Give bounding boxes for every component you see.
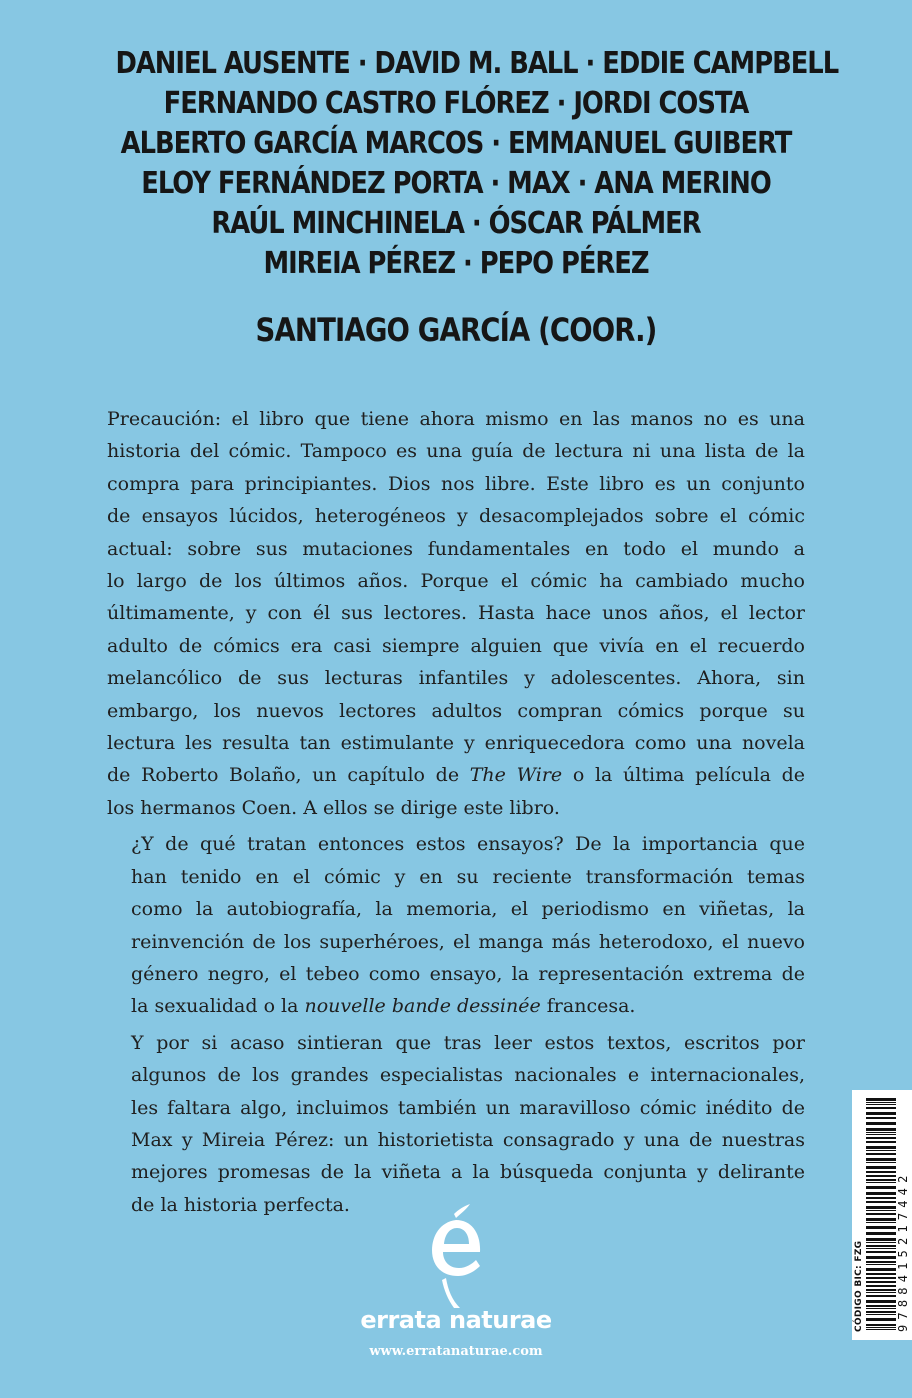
barcode-bar <box>866 1186 896 1189</box>
barcode-bar <box>866 1104 896 1105</box>
text-line: algunos de los grandes especialistas nacionales e internacionales, <box>131 1064 805 1087</box>
barcode-bar <box>866 1327 896 1328</box>
barcode-bar <box>866 1242 896 1243</box>
barcode-bar <box>866 1261 896 1263</box>
barcode-bar <box>866 1295 896 1297</box>
text-run: la sexualidad o la <box>131 995 305 1018</box>
text-line <box>107 990 805 1022</box>
barcode-bar <box>866 1158 896 1161</box>
text-line: últimamente, y con él sus lectores. Hasta hace unos años, el lector <box>107 602 805 625</box>
italic-title: The Wire <box>469 764 563 787</box>
barcode-bar <box>866 1166 896 1169</box>
barcode-bar <box>866 1251 896 1253</box>
barcode-rotated <box>852 1090 912 1340</box>
barcode-bar <box>866 1112 896 1115</box>
bic-code: CÓDIGO BIC: FZG <box>854 1240 864 1332</box>
barcode-bar <box>866 1153 896 1155</box>
barcode-bar <box>866 1141 896 1143</box>
barcode-bar <box>866 1256 896 1259</box>
barcode-bar <box>866 1305 896 1307</box>
barcode-bar <box>866 1238 896 1241</box>
publisher-name: errata naturae <box>360 1306 552 1334</box>
blurb-paragraph-1 <box>107 403 805 824</box>
barcode-label <box>852 1090 912 1340</box>
barcode-bar <box>866 1285 896 1287</box>
barcode-bar <box>866 1206 896 1209</box>
text-line: adulto de cómics era casi siempre alguien que vivía en el recuerdo <box>107 634 805 657</box>
publisher-logo-icon <box>426 1200 486 1310</box>
barcode-bar <box>866 1182 896 1183</box>
publisher-block <box>340 1200 572 1359</box>
text-run: francesa. <box>540 995 636 1018</box>
barcode-bar <box>866 1171 896 1173</box>
text-run: de Roberto Bolaño, un capítulo de <box>107 764 470 787</box>
barcode-bar <box>866 1192 896 1195</box>
barcode-bar <box>866 1273 896 1275</box>
author-line: ELOY FERNÁNDEZ PORTA · MAX · ANA MERINO <box>141 166 771 201</box>
barcode-bar <box>866 1300 896 1303</box>
text-line: les faltara algo, incluimos también un maravilloso cómic inédito de <box>131 1096 805 1119</box>
blurb-paragraph-2 <box>107 828 805 1022</box>
barcode-bar <box>866 1314 896 1315</box>
text-line: ¿Y de qué tratan entonces estos ensayos? De la importancia que <box>131 833 805 856</box>
isbn-digits: 9788415217442 <box>896 1170 910 1332</box>
barcode-bar <box>866 1268 896 1271</box>
text-line: melancólico de sus lecturas infantiles y adolescentes. Ahora, sin <box>107 667 805 690</box>
text-line: como la autobiografía, la memoria, el periodismo en viñetas, la <box>131 898 805 921</box>
barcode-bar <box>866 1197 896 1199</box>
text-line: embargo, los nuevos lectores adultos compran cómics porque su <box>107 699 805 722</box>
text-line: han tenido en el cómic y en su reciente transformación temas <box>131 865 805 888</box>
text-line <box>107 759 805 791</box>
author-line: FERNANDO CASTRO FLÓREZ · JORDI COSTA <box>163 86 749 121</box>
barcode-bar <box>866 1222 896 1223</box>
author-line: MIREIA PÉREZ · PEPO PÉREZ <box>263 246 649 281</box>
author-line: RAÚL MINCHINELA · ÓSCAR PÁLMER <box>211 206 701 241</box>
barcode-bar <box>866 1128 896 1131</box>
text-line: de la historia perfecta. <box>131 1193 350 1216</box>
barcode-bar <box>866 1213 896 1215</box>
barcode-bar <box>866 1281 896 1283</box>
text-line: historia del cómic. Tampoco es una guía de lectura ni una lista de la <box>107 440 805 463</box>
barcode-bar <box>866 1201 896 1203</box>
barcode-bar <box>866 1318 896 1321</box>
text-line: Y por si acaso sintieran que tras leer estos textos, escritos por <box>131 1031 805 1054</box>
text-line: Precaución: el libro que tiene ahora mismo en las manos no es una <box>107 408 805 430</box>
barcode-bar <box>866 1179 896 1181</box>
barcode-bar <box>866 1277 896 1279</box>
barcode-bar <box>866 1162 896 1163</box>
text-run: o la última película de <box>562 764 806 787</box>
publisher-url: www.erratanaturae.com <box>369 1344 543 1359</box>
barcode-bar <box>866 1264 896 1265</box>
barcode-bar <box>866 1289 896 1291</box>
barcode-bar <box>866 1134 896 1135</box>
barcode-bar <box>866 1232 896 1235</box>
italic-term: nouvelle bande dessinée <box>304 995 541 1018</box>
barcode-bar <box>866 1150 896 1151</box>
barcode-bar <box>866 1137 896 1139</box>
barcode-bars-icon <box>866 1096 896 1332</box>
text-line: de ensayos lúcidos, heterogéneos y desacomplejados sobre el cómic <box>107 505 805 528</box>
barcode-bar <box>866 1175 896 1177</box>
barcode-bar <box>866 1311 896 1313</box>
author-line: DANIEL AUSENTE · DAVID M. BALL · EDDIE CAMPBELL <box>115 46 839 81</box>
text-line: los hermanos Coen. A ellos se dirige este libro. <box>107 796 560 819</box>
barcode-bar <box>866 1117 896 1119</box>
text-line: actual: sobre sus mutaciones fundamentales en todo el mundo a <box>107 537 805 560</box>
barcode-bar <box>866 1245 896 1247</box>
barcode-bar <box>866 1102 896 1103</box>
text-line: lectura les resulta tan estimulante y enriquecedora como una novela <box>107 732 805 755</box>
text-line: Max y Mireia Pérez: un historietista consagrado y una de nuestras <box>131 1128 805 1151</box>
coordinator-name: SANTIAGO GARCÍA (COOR.) <box>255 311 657 349</box>
barcode-bar <box>866 1146 896 1149</box>
text-line: compra para principiantes. Dios nos libre. Este libro es un conjunto <box>107 472 805 495</box>
blurb-text <box>107 403 805 1225</box>
barcode-bar <box>866 1248 896 1249</box>
barcode-bar <box>866 1210 896 1211</box>
text-line: reinvención de los superhéroes, el manga más heterodoxo, el nuevo <box>131 930 805 953</box>
barcode-bar <box>866 1132 896 1133</box>
barcode-bar <box>866 1107 896 1109</box>
barcode-bar <box>866 1218 896 1221</box>
text-line: género negro, el tebeo como ensayo, la representación extrema de <box>131 962 805 985</box>
barcode-bar <box>866 1329 896 1330</box>
barcode-bar <box>866 1226 896 1229</box>
author-line: ALBERTO GARCÍA MARCOS · EMMANUEL GUIBERT <box>120 126 792 161</box>
barcode-bar <box>866 1324 896 1326</box>
text-line: lo largo de los últimos años. Porque el cómic ha cambiado mucho <box>107 570 805 593</box>
barcode-bar <box>866 1308 896 1309</box>
blurb-paragraph-3 <box>107 1027 805 1221</box>
text-line: mejores promesas de la viñeta a la búsqueda conjunta y delirante <box>131 1161 805 1184</box>
barcode-bar <box>866 1292 896 1293</box>
author-list <box>115 44 839 284</box>
barcode-bar <box>866 1122 896 1125</box>
barcode-bar <box>866 1098 896 1101</box>
